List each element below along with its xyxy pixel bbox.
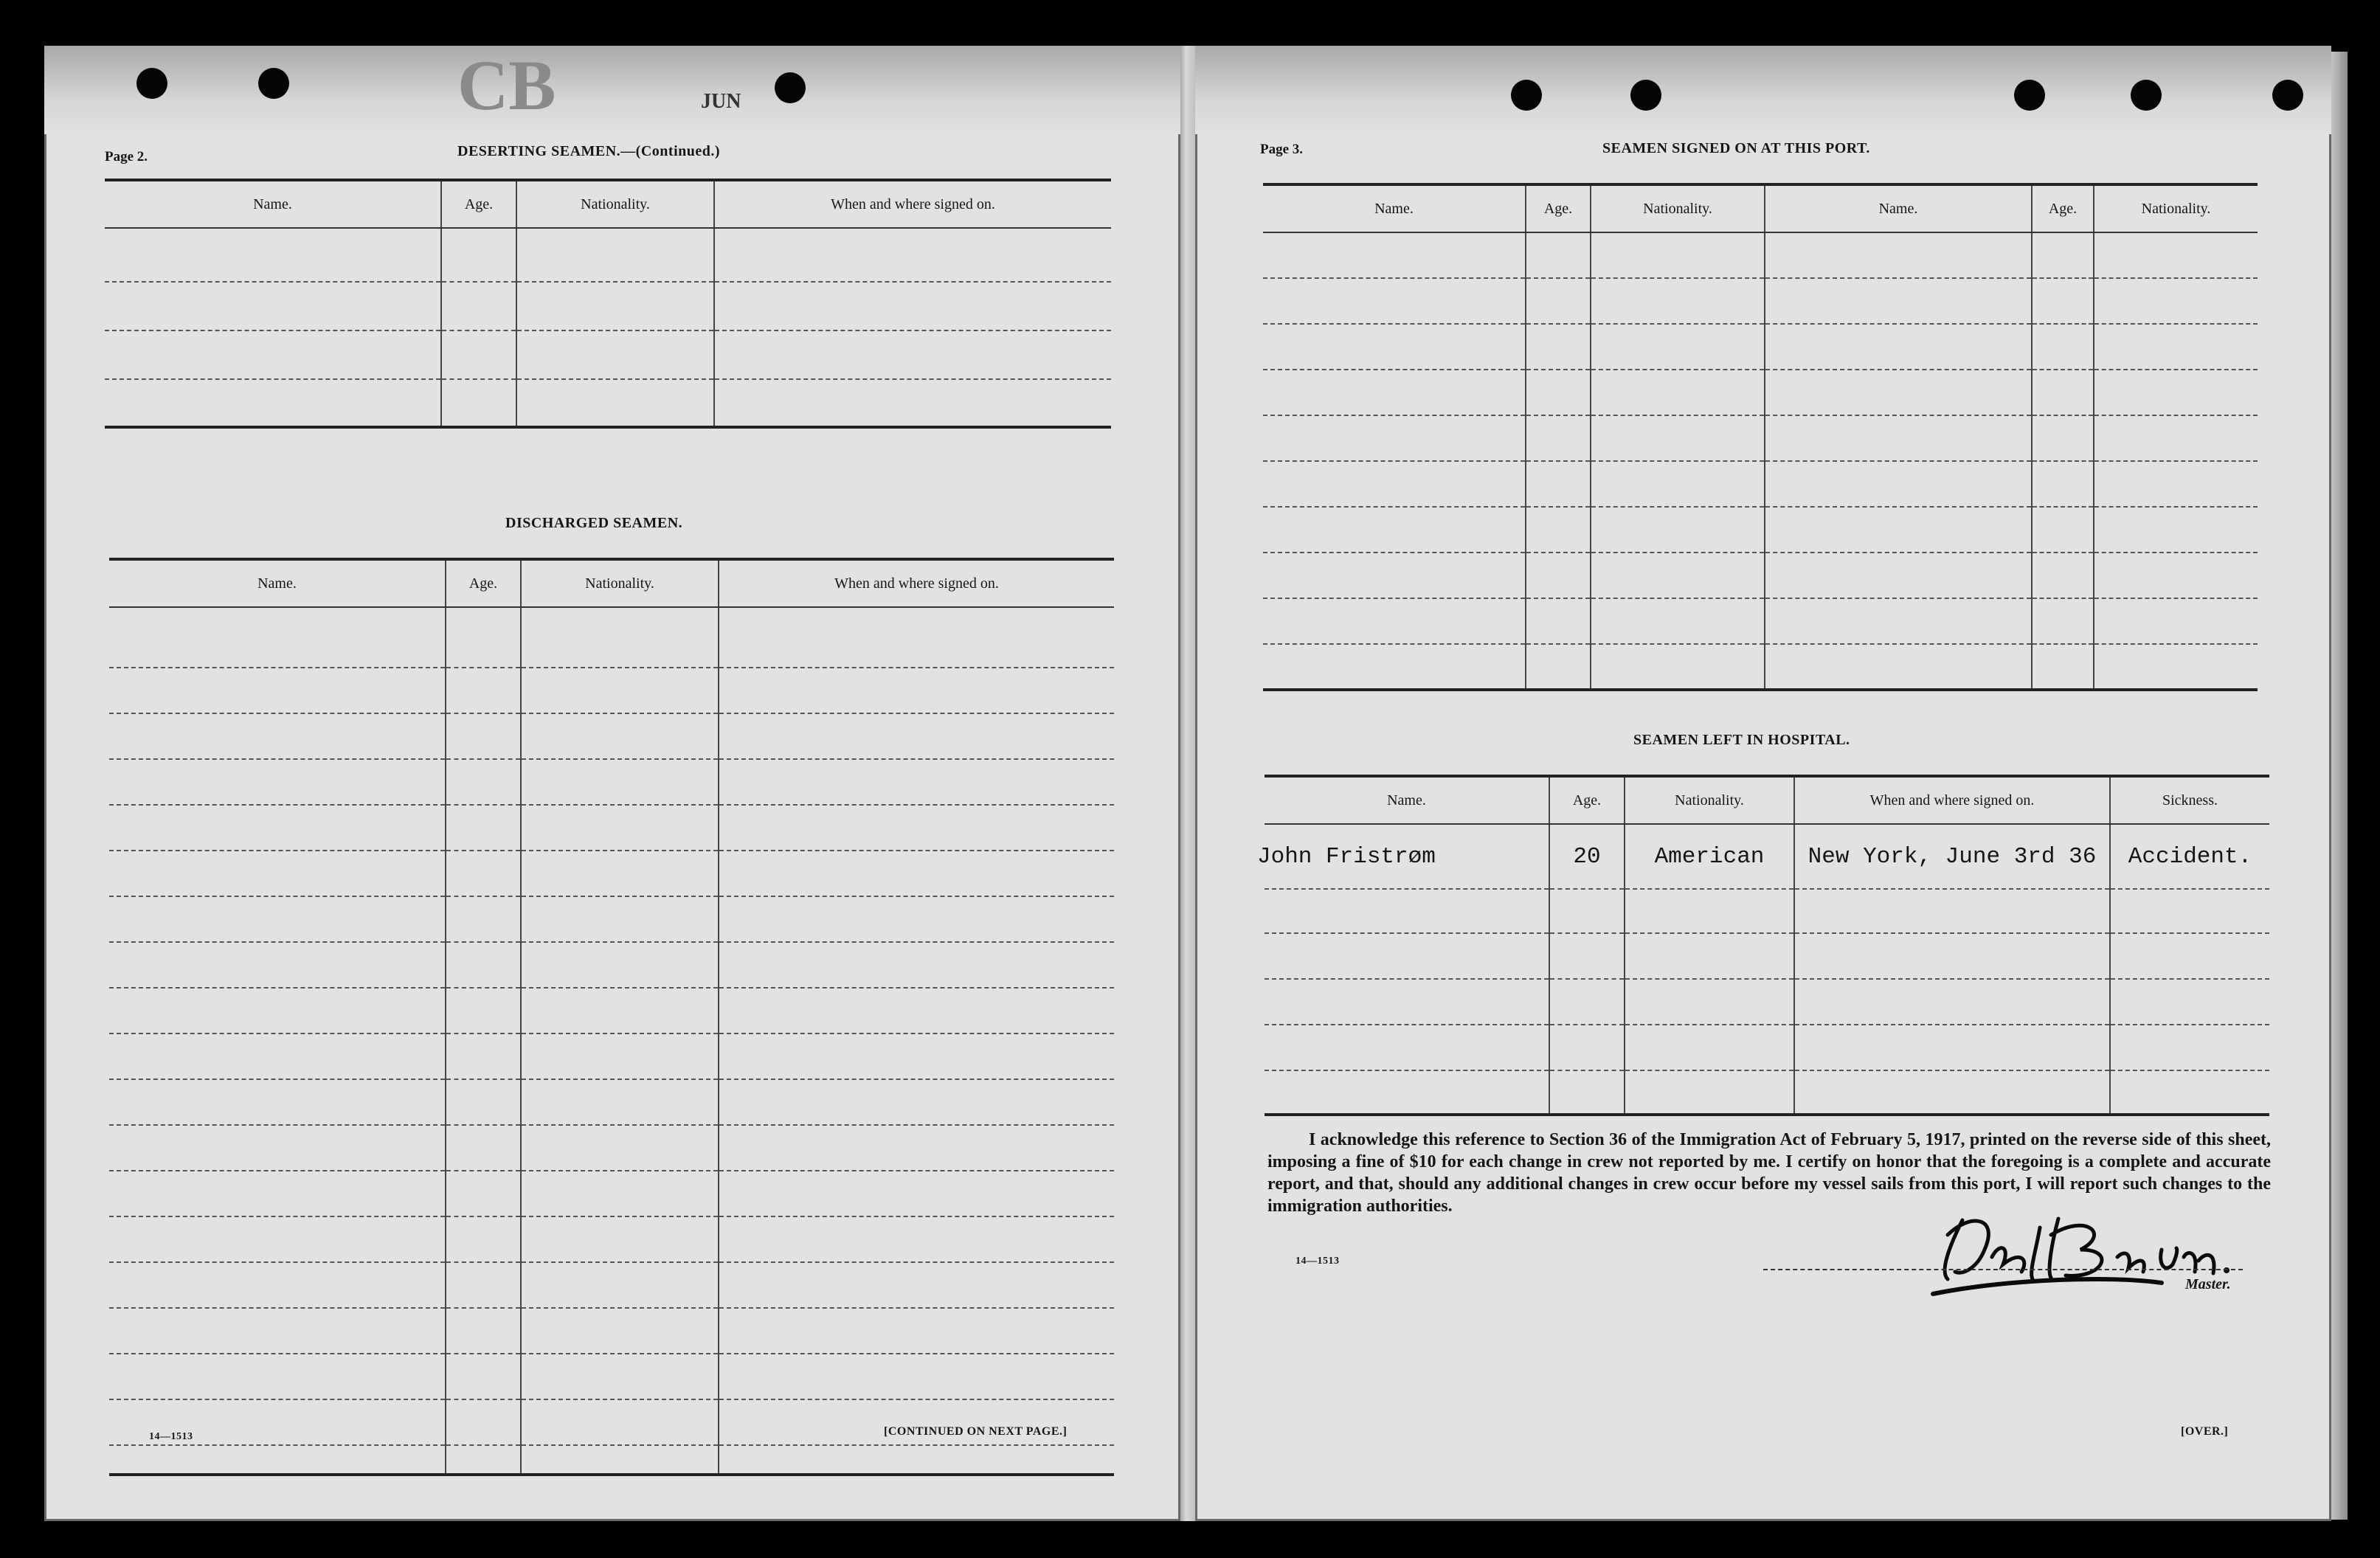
table-row	[109, 1171, 1114, 1216]
table-row	[105, 379, 1111, 427]
table-row	[109, 805, 1114, 851]
table-row	[109, 1445, 1114, 1475]
column-header: Nationality.	[2094, 184, 2258, 232]
discharged-seamen-table	[109, 558, 1114, 1476]
column-header: Nationality.	[1625, 776, 1794, 824]
table-row	[109, 759, 1114, 805]
column-header: Age.	[1549, 776, 1625, 824]
seaman-name: John Fristrøm	[1265, 824, 1549, 889]
table-row	[109, 1262, 1114, 1308]
table-row	[109, 713, 1114, 759]
signed-on-table	[1263, 183, 2258, 691]
column-header: Nationality.	[1591, 184, 1765, 232]
table-row	[109, 607, 1114, 668]
seaman-nationality: American	[1625, 824, 1794, 889]
table-row	[105, 228, 1111, 282]
stamp-mark: CB	[457, 46, 556, 125]
column-header: Name.	[1263, 184, 1526, 232]
column-header: Name.	[109, 559, 446, 607]
punch-hole	[2014, 80, 2045, 111]
deserting-seamen-table	[105, 179, 1111, 429]
table-row	[109, 942, 1114, 988]
seaman-sickness: Accident.	[2110, 824, 2269, 889]
table-row	[109, 1034, 1114, 1079]
punch-hole	[2131, 80, 2162, 111]
table-row	[1263, 553, 2258, 598]
section-title-signed-on: SEAMEN SIGNED ON AT THIS PORT.	[1602, 140, 1870, 156]
column-header: Name.	[1265, 776, 1549, 824]
table-row	[1263, 278, 2258, 324]
table-row	[109, 1354, 1114, 1399]
column-header: Age.	[2032, 184, 2094, 232]
punch-hole	[258, 68, 289, 99]
table-row	[1265, 824, 2269, 889]
table-row	[109, 1216, 1114, 1262]
table-row	[1263, 370, 2258, 415]
form-number: 14—1513	[149, 1431, 193, 1442]
binding-gutter	[1179, 46, 1197, 1521]
hospital-table	[1257, 775, 2269, 1116]
table-row	[1263, 415, 2258, 461]
table-row	[105, 330, 1111, 379]
table-row	[1263, 507, 2258, 553]
column-header: Name.	[1765, 184, 2032, 232]
stamp-mark-date: JUN	[701, 90, 741, 113]
table-row	[109, 1125, 1114, 1171]
column-header: Nationality.	[516, 180, 714, 228]
section-title-deserting: DESERTING SEAMEN.—(Continued.)	[457, 143, 721, 159]
punch-hole	[136, 68, 167, 99]
column-header: Sickness.	[2110, 776, 2269, 824]
table-row	[1263, 232, 2258, 278]
signature-line	[1763, 1269, 2243, 1270]
over-note: [OVER.]	[2181, 1425, 2229, 1438]
column-header: Age.	[1526, 184, 1591, 232]
table-row	[109, 1079, 1114, 1125]
table-row	[1263, 598, 2258, 644]
section-title-discharged: DISCHARGED SEAMEN.	[505, 515, 683, 531]
page-label: Page 2.	[105, 149, 148, 165]
column-header: Name.	[105, 180, 441, 228]
table-row	[109, 668, 1114, 713]
master-acknowledgement: I acknowledge this reference to Section 36 of the Immigration Act of February 5, 1917, printed on the reverse side of this sheet, imposing a fine of $10 for each change in crew not reported by me. I certify on honor that the foregoing is a complete and accurate report, and that, should any additional changes in crew occur before my vessel sails from this port, I will report such changes to the immigration authorities.	[1267, 1130, 2271, 1216]
form-number: 14—1513	[1295, 1256, 1340, 1267]
table-row	[1265, 933, 2269, 979]
table-row	[1263, 324, 2258, 370]
table-row	[105, 282, 1111, 330]
table-row	[109, 896, 1114, 942]
column-header: When and where signed on.	[1794, 776, 2110, 824]
punch-hole	[2272, 80, 2303, 111]
punch-hole	[775, 72, 806, 103]
master-label: Master.	[2185, 1276, 2231, 1292]
punch-hole	[1630, 80, 1661, 111]
table-row	[109, 851, 1114, 896]
table-row	[1265, 1070, 2269, 1115]
table-row	[1265, 889, 2269, 933]
seaman-age: 20	[1549, 824, 1625, 889]
column-header: Age.	[446, 559, 521, 607]
column-header: Nationality.	[521, 559, 719, 607]
master-signature	[1918, 1205, 2258, 1309]
seaman-signed-on: New York, June 3rd 36	[1794, 824, 2110, 889]
page-label: Page 3.	[1260, 142, 1304, 157]
torn-top-edge	[44, 46, 1180, 134]
table-row	[109, 988, 1114, 1034]
table-row	[1263, 461, 2258, 507]
column-header: When and where signed on.	[719, 559, 1114, 607]
page-edge-shadow	[2330, 52, 2348, 1520]
column-header: When and where signed on.	[714, 180, 1111, 228]
table-row	[109, 1308, 1114, 1354]
table-row	[1263, 644, 2258, 690]
section-title-hospital: SEAMEN LEFT IN HOSPITAL.	[1633, 732, 1850, 748]
column-header: Age.	[441, 180, 516, 228]
continued-note: [CONTINUED ON NEXT PAGE.]	[884, 1425, 1068, 1438]
table-row	[1265, 1025, 2269, 1070]
table-row	[1265, 979, 2269, 1025]
left-page	[44, 46, 1180, 1521]
punch-hole	[1511, 80, 1542, 111]
